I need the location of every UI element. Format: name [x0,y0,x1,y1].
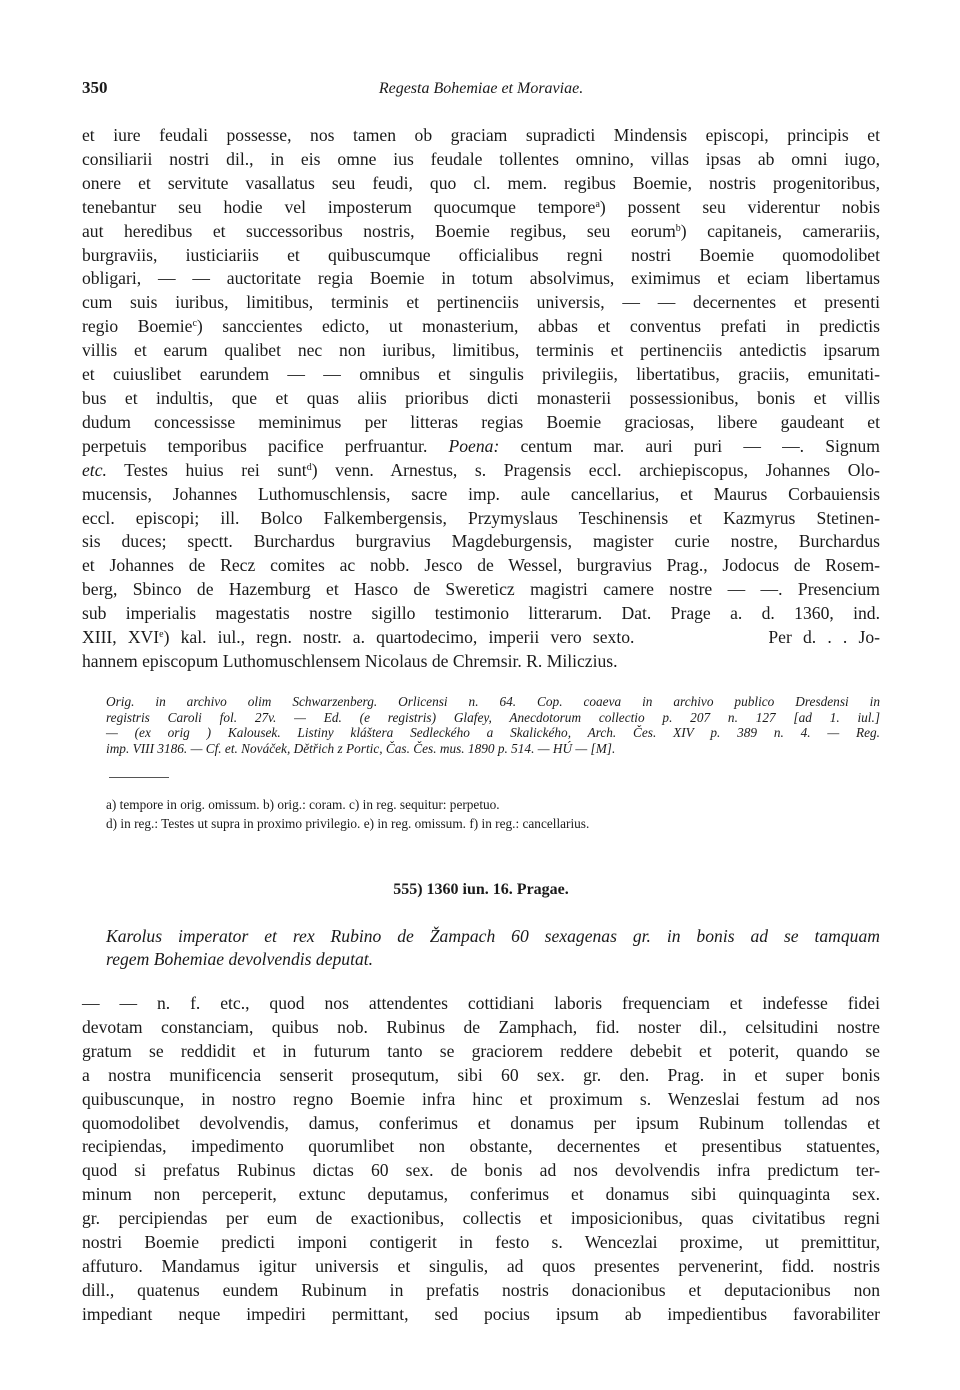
footnotes [106,796,880,833]
text-line: minum non perceperit, extunc deputamus, conferimus et donamus sibi quinquaginta sex. [82,1184,880,1205]
text-line: impediant neque impediri permittant, sed pocius ipsum ab impedientibus favorabiliter [82,1303,880,1324]
text-line: dill., quatenus eundem Rubinum in prefatis nostris donacionibus et deputacionibus non [82,1279,880,1300]
text-line: obligari, — — auctoritate regia Boemie in totum absolvimus, eximimus et eciam libertamus [82,268,880,289]
page-header [82,72,880,102]
text-line: nostri Boemie predicti imponi contigerit in festo s. Wencezlai proxime, ut premittitur, [82,1232,880,1253]
text-line: consiliarii nostri dil., in eis omne ius feudale tollentes omnino, villas ipsas ab omni iugo, [82,148,880,169]
text-line: a nostra munificencia senserit prosequtum, sibi 60 sex. gr. den. Prag. in et super bonis [82,1064,880,1085]
text-line: bus et indultis, que et quas aliis prioribus dicti monasterii possessionibus, bonis et villis [82,387,880,408]
text-line: quibuscunque, in nostro regno Boemie infra hinc et proximum s. Wenzeslai festum ad nos [82,1088,880,1109]
footnote-marker: d [306,461,312,473]
text-line: hannem episcopum Luthomuschlensem Nicolaus de Chremsir. R. Miliczius. [82,650,618,671]
etc-abbreviation: etc. [82,459,107,480]
text-line: sub imperialis magestatis nostre sigillo testimonio litterarum. Dat. Prage a. d. 1360, ind. [82,603,880,624]
text-segment: XIII, XVI [82,627,160,648]
footnote-divider [109,777,169,778]
text-segment: Per d. . . Jo- [768,627,880,648]
text-line: et iure feudali possesse, nos tamen ob graciam supradicti Mindensis episcopi, principis et [82,125,880,145]
running-title: Regesta Bohemiae et Moraviae. [378,80,584,97]
text-segment: regio Boemie [82,316,193,337]
book-page [82,72,880,1327]
text-segment: aut heredibus et successoribus nostris, Boemie regibus, seu eorum [82,220,676,241]
citation-line: Orig. in archivo olim Schwarzenberg. Orlicensi n. 64. Cop. coaeva in archivo publico Dresdensi in [106,693,880,709]
citation-line: imp. VIII 3186. — Cf. et. Nováček, Dětřich z Portic, Čas. Čes. mus. 1890 p. 514. — HÚ — [M]. [106,741,616,757]
text-line: et cuiuslibet earundem — — omnibus et singulis privilegiis, libertatibus, graciis, emunitati- [82,364,880,385]
text-line [82,435,880,459]
text-segment: ) kal. iul., regn. nostr. a. quartodecimo, imperii vero sexto. [163,627,635,648]
document-heading: 555) 1360 iun. 16. Pragae. [393,881,569,899]
text-line: quod si prefatus Rubinus dictas 60 sex. de bonis ad nos devolvendis infra predictum ter- [82,1160,880,1181]
citation-line: — (ex orig ) Kalousek. Listiny kláštera Sedleckého a Skalického, Arch. Čes. XIV p. 389 n. 4. — Reg. [106,725,880,741]
text-line: et Johannes de Recz comites ac nobb. Jesco de Wessel, burgravius Prag., Jodocus de Rosem- [82,555,880,576]
text-line: gr. percipiendas per eum de exactionibus, collectis et imposicionibus, quas civitatibus regni [82,1208,880,1229]
text-segment: perpetuis temporibus pacifice perfruantur. [82,435,428,456]
text-line [82,459,880,483]
text-segment: ) capitaneis, camerariis, [680,220,880,241]
page-number: 350 [82,78,108,97]
text-line: gratum se reddidit et in futurum tanto se graciorem reddere debebit et poterit, quando se [82,1040,880,1061]
text-line: cum suis iuribus, limitibus, terminis et pertinenciis universis, — — decernentes et presenti [82,292,880,313]
footnote-line: d) in reg.: Testes ut supra in proximo privilegio. e) in reg. omissum. f) in reg.: cancellarius. [106,815,590,831]
text-segment: ) sanccientes edicto, ut monasterium, abbas et conventus prefati in predictis [196,316,880,337]
source-citation [106,694,880,757]
text-line: devotam constanciam, quibus nob. Rubinus de Zamphach, fid. noster dil., celsitudini nostre [82,1016,880,1037]
footnote-marker: b [675,222,681,234]
poena-label: Poena: [448,435,500,456]
text-line: onere et servitute vasallatus seu feudi, quo cl. mem. regibus Boemie, nostris progenitoribus, [82,172,880,193]
charter-text [82,992,880,1327]
text-line: villis et earum qualibet nec non iuribus, limitibus, terminis et pertinenciis antedictis ipsarum [82,340,880,361]
text-line [82,315,880,339]
text-segment: centum mar. auri puri — —. Signum [499,435,880,456]
text-line [82,220,880,244]
charter-text-continued [82,124,880,674]
citation-line: registris Caroli fol. 27v. — Ed. (e registris) Glafey, Anecdotorum collectio p. 207 n. 127 [ad 1. iul.] [106,709,880,725]
text-line: dudum concessisse meminimus per litteras regias Boemie graciosas, libere gaudeant et [82,411,880,432]
text-line: burgraviis, iusticiariis et quibuscumque officialibus regni nostri Boemie quomodolibet [82,244,880,265]
footnote-line: a) tempore in orig. omissum. b) orig.: coram. c) in reg. sequitur: perpetuo. [106,797,500,813]
text-line: sis duces; spectt. Burchardus burgravius Magdeburgensis, magister curie nostre, Burchardus [82,531,880,552]
text-segment: ) possent seu viderentur nobis [599,196,880,217]
abstract-line: Karolus imperator et rex Rubino de Žampach 60 sexagenas gr. in bonis ad se tamquam [106,926,880,947]
footnote-marker: e [159,629,164,641]
text-line: eccl. episcopi; ill. Bolco Falkembergensis, Przymyslaus Teschinensis et Kazmyrus Stetinen- [82,507,880,528]
document-abstract [106,925,880,970]
abstract-line: regem Bohemiae devolvendis deputat. [106,948,374,969]
text-line [82,626,880,650]
text-line: recipiendas, impedimento quorumlibet non obstante, decernentes et presentibus statuentes, [82,1136,880,1157]
text-line [82,196,880,220]
footnote-marker: c [192,318,197,330]
text-segment: tenebantur seu hodie vel imposterum quocumque tempore [82,196,596,217]
text-line: berg, Sbinco de Hazemburg et Hasco de Swereticz magistri camere nostre — —. Presencium [82,579,880,600]
text-line: quomodolibet devolvendis, damus, conferimus et donamus per ipsum Rubinum tollendas et [82,1112,880,1133]
text-line: affuturo. Mandamus igitur universis et singulis, ad quos presentes pervenerint, fidd. nostris [82,1256,880,1276]
text-segment: ) venn. Arnestus, s. Pragensis eccl. archiepiscopus, Johannes Olo- [311,459,880,480]
text-line: — — n. f. etc., quod nos attendentes cottidiani laboris frequenciam et indefesse fidei [82,993,880,1014]
text-line: mucensis, Johannes Luthomuschlensis, sacre imp. aule cancellarius, et Maurus Corbauiensis [82,483,880,504]
footnote-marker: a [595,198,600,210]
text-segment: Testes huius rei sunt [106,459,307,480]
